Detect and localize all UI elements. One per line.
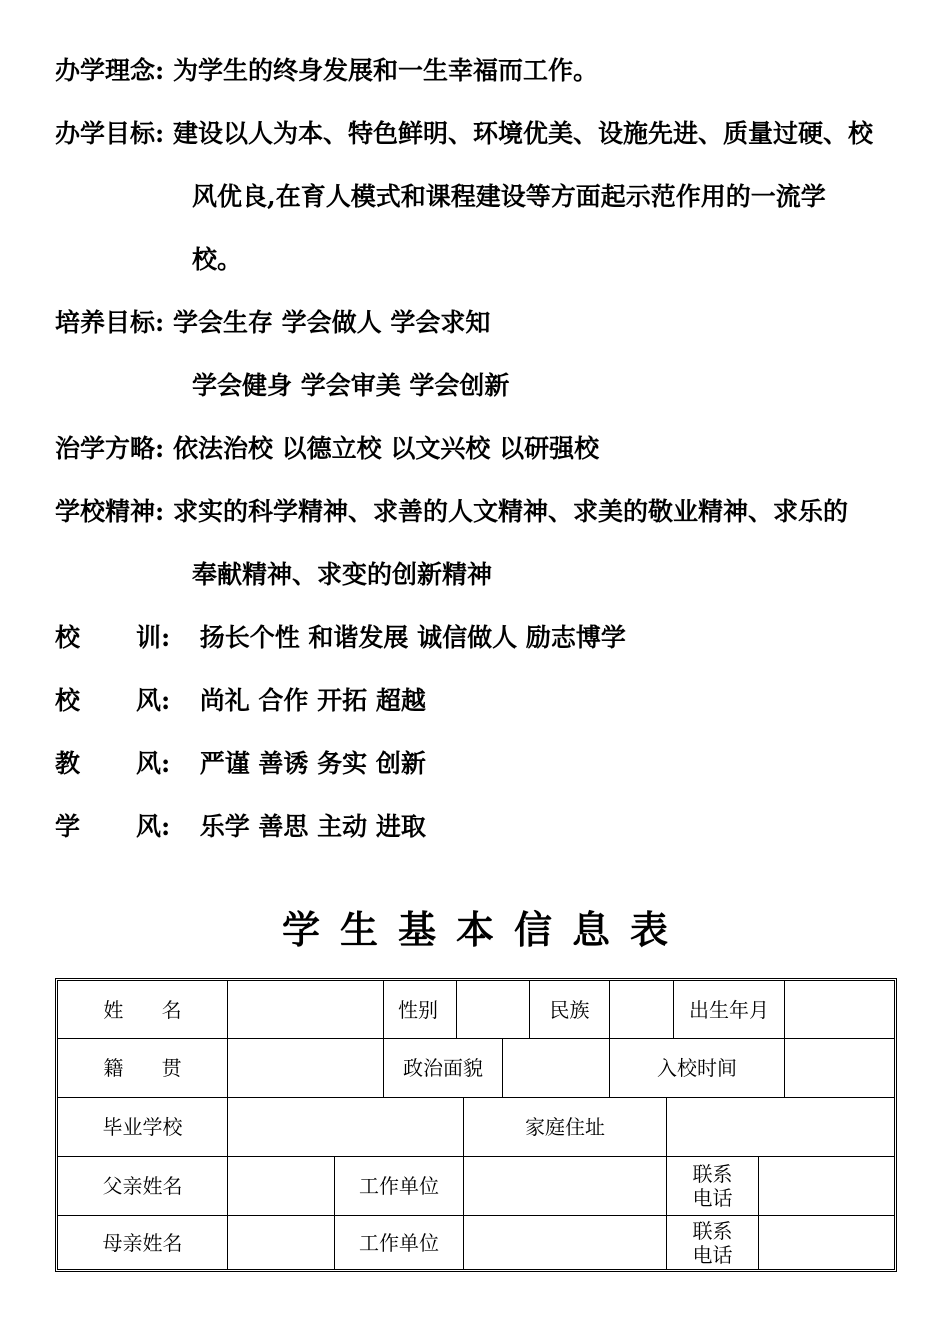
motto-label: 办学理念: [55,56,165,85]
motto-motto [55,623,626,653]
mother-phone-label: 联系 电话 [667,1216,759,1269]
enroll-time-label: 入校时间 [610,1039,785,1098]
father-name-label: 父亲姓名 [58,1157,228,1216]
father-work-label: 工作单位 [335,1157,464,1216]
student-info-table [55,978,897,1272]
name-field[interactable] [228,981,384,1039]
table-title: 学生基本信息表 [281,907,688,952]
motto-label: 办学目标: [55,119,165,148]
native-place-field[interactable] [228,1039,384,1098]
enroll-time-field[interactable] [785,1039,894,1098]
name-label: 姓 名 [58,981,228,1039]
motto-label: 治学方略: [55,434,165,463]
mother-phone-field[interactable] [759,1216,894,1269]
motto-value: 乐学 善思 主动 进取 [199,812,426,841]
gender-label: 性别 [384,981,457,1039]
motto-label: 学校精神: [55,497,165,526]
father-work-field[interactable] [464,1157,667,1216]
birth-field[interactable] [785,981,894,1039]
motto-label: 教 风: [55,749,171,778]
graduated-school-label: 毕业学校 [58,1098,228,1157]
birth-label: 出生年月 [674,981,785,1039]
motto-label: 培养目标: [55,308,165,337]
motto-training-cont: 学会健身 学会审美 学会创新 [192,371,510,400]
motto-philosophy [55,56,598,86]
motto-label: 校 风: [55,686,171,715]
father-phone-label: 联系 电话 [667,1157,759,1216]
motto-value: 为学生的终身发展和一生幸福而工作。 [172,56,598,85]
motto-training [55,308,490,338]
motto-spirit [55,497,848,527]
motto-spirit-cont: 奉献精神、求变的创新精神 [192,560,493,589]
gender-field[interactable] [457,981,530,1039]
home-address-label: 家庭住址 [464,1098,667,1157]
home-address-field[interactable] [667,1098,894,1157]
motto-value: 学会生存 学会做人 学会求知 [172,308,491,337]
mother-name-label: 母亲姓名 [58,1216,228,1269]
motto-label: 校 训: [55,623,171,652]
ethnicity-label: 民族 [530,981,610,1039]
native-place-label: 籍 贯 [58,1039,228,1098]
father-phone-field[interactable] [759,1157,894,1216]
motto-value: 依法治校 以德立校 以文兴校 以研强校 [172,434,600,463]
mother-name-field[interactable] [228,1216,335,1269]
graduated-school-field[interactable] [228,1098,464,1157]
motto-study-style [55,812,426,842]
motto-value: 尚礼 合作 开拓 超越 [199,686,426,715]
motto-goal-cont-1: 风优良,在育人模式和课程建设等方面起示范作用的一流学 [192,182,826,211]
political-status-field[interactable] [503,1039,610,1098]
motto-school-style [55,686,426,716]
mother-work-label: 工作单位 [335,1216,464,1269]
ethnicity-field[interactable] [610,981,674,1039]
motto-label: 学 风: [55,812,171,841]
political-status-label: 政治面貌 [384,1039,503,1098]
motto-goal-cont-2: 校。 [192,245,243,274]
father-name-field[interactable] [228,1157,335,1216]
motto-goal [55,119,873,149]
motto-value: 扬长个性 和谐发展 诚信做人 励志博学 [199,623,626,652]
motto-teaching-style [55,749,426,779]
motto-value: 建设以人为本、特色鲜明、环境优美、设施先进、质量过硬、校 [172,119,873,148]
mother-work-field[interactable] [464,1216,667,1269]
motto-value: 严谨 善诱 务实 创新 [199,749,426,778]
motto-value: 求实的科学精神、求善的人文精神、求美的敬业精神、求乐的 [172,497,848,526]
motto-strategy [55,434,599,464]
